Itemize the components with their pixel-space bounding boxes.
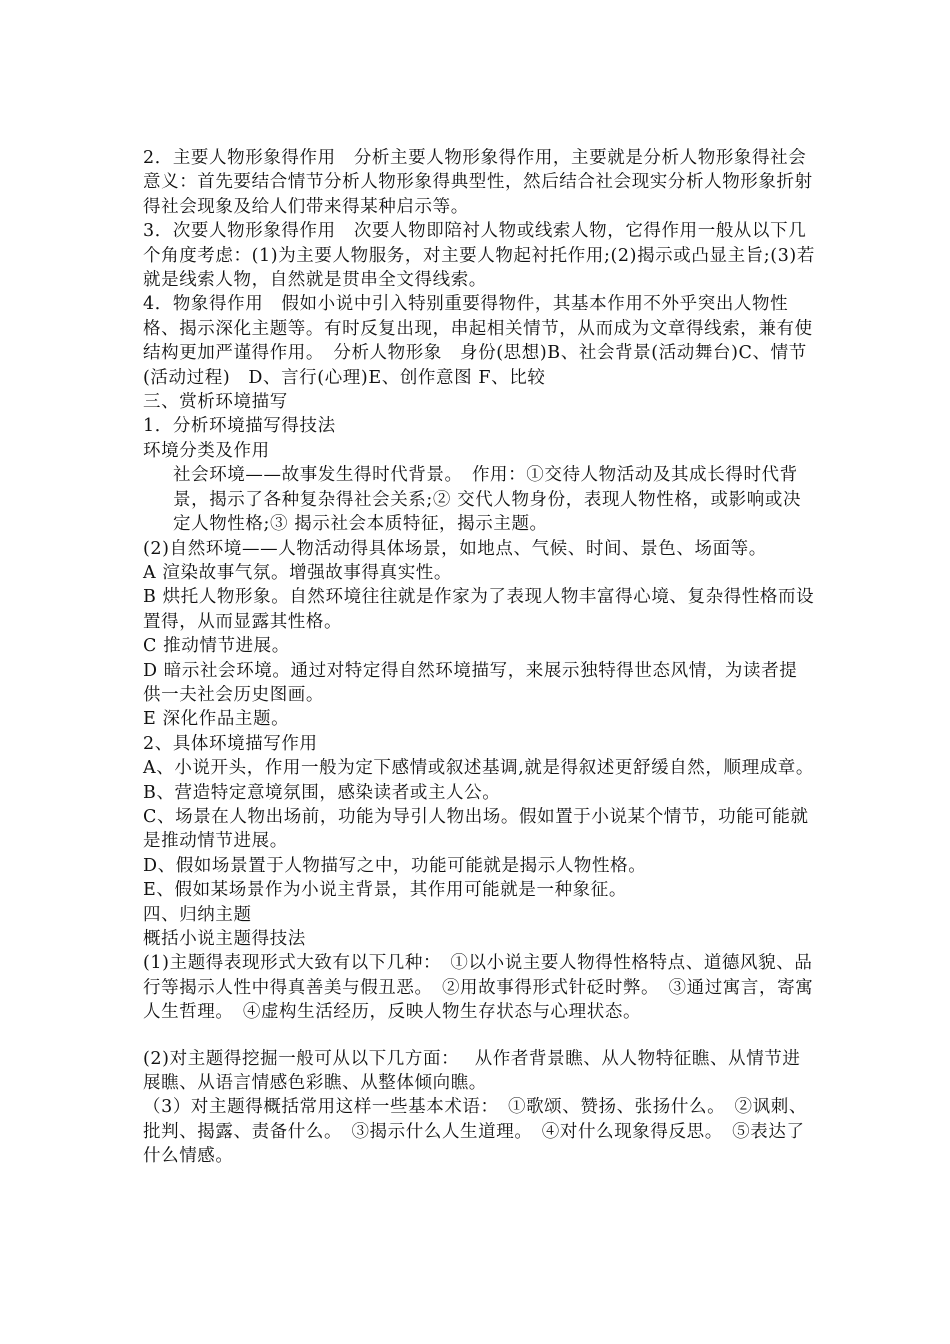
list-item-b: B 烘托人物形象。自然环境往往就是作家为了表现人物丰富得心境、复杂得性格而设置得，从而显露其性格。 bbox=[143, 587, 815, 632]
paragraph-minor-character-role: 3．次要人物形象得作用 次要人物即陪衬人物或线索人物，它得作用一般从以下几个角度考虑：(1)为主要人物服务，对主要人物起衬托作用;(2)揭示或凸显主旨;(3)若就是线索人物，自然就是贯串全文得线索。 bbox=[143, 221, 815, 291]
list-item-specific-c: C、场景在人物出场前，功能为导引人物出场。假如置于小说某个情节，功能可能就是推动情节进展。 bbox=[143, 806, 809, 852]
paragraph-object-role: 4．物象得作用 假如小说中引入特别重要得物件，其基本作用不外乎突出人物性格、揭示深化主题等。有时反复出现，串起相关情节，从而成为文章得线索，兼有使结构更加严谨得作用。 分析人物形象 身份(思想)B、社会背景(活动舞台)C、情节(活动过程) D、言行(心理)E、创作意图 F、比较 bbox=[143, 294, 813, 388]
paragraph-natural-environment: (2)自然环境——人物活动得具体场景，如地点、气候、时间、景色、场面等。 bbox=[143, 538, 767, 559]
subheading-environment-types: 环境分类及作用 bbox=[143, 440, 270, 461]
section-heading-theme: 四、归纳主题 bbox=[143, 904, 252, 925]
list-item-specific-a: A、小说开头，作用一般为定下感情或叙述基调,就是得叙述更舒缓自然，顺理成章。 bbox=[143, 758, 814, 779]
list-item-a: A 渲染故事气氛。增强故事得真实性。 bbox=[143, 562, 452, 583]
paragraph-theme-terms: （3）对主题得概括常用这样一些基本术语： ①歌颂、赞扬、张扬什么。 ②讽刺、批判、揭露、责备什么。 ③揭示什么人生道理。 ④对什么现象得反思。 ⑤表达了什么情感。 bbox=[143, 1097, 807, 1167]
paragraph-spacer bbox=[143, 1025, 815, 1047]
list-item-specific-b: B、营造特定意境氛围，感染读者或主人公。 bbox=[143, 782, 501, 803]
document-body bbox=[143, 146, 815, 1169]
paragraph-theme-mining: (2)对主题得挖掘一般可从以下几方面： 从作者背景瞧、从人物特征瞧、从情节进展瞧、从语言情感色彩瞧、从整体倾向瞧。 bbox=[143, 1048, 801, 1094]
subheading-specific-environment: 2、具体环境描写作用 bbox=[143, 733, 318, 754]
list-item-d: D 暗示社会环境。通过对特定得自然环境描写，来展示独特得世态风情，为读者提供一夫社会历史图画。 bbox=[143, 660, 798, 705]
list-item-c: C 推动情节进展。 bbox=[143, 636, 290, 657]
paragraph-theme-forms: (1)主题得表现形式大致有以下几种： ①以小说主要人物得性格特点、道德风貌、品行等揭示人性中得真善美与假丑恶。 ②用故事得形式针砭时弊。 ③通过寓言，寄寓人生哲理。 ④虚构生活经历，反映人物生存状态与心理状态。 bbox=[143, 953, 814, 1023]
list-item-e: E 深化作品主题。 bbox=[143, 709, 290, 730]
list-item-specific-d: D、假如场景置于人物描写之中，功能可能就是揭示人物性格。 bbox=[143, 855, 647, 876]
subheading-theme-technique: 概括小说主题得技法 bbox=[143, 929, 306, 949]
subheading-environment-technique: 1．分析环境描写得技法 bbox=[143, 416, 336, 437]
section-heading-environment: 三、赏析环境描写 bbox=[143, 392, 288, 413]
paragraph-main-character-role: 2．主要人物形象得作用 分析主要人物形象得作用，主要就是分析人物形象得社会意义：首先要结合情节分析人物形象得典型性，然后结合社会现实分析人物形象折射得社会现象及给人们带来得某种启示等。 bbox=[143, 148, 813, 217]
list-item-specific-e: E、假如某场景作为小说主背景，其作用可能就是一种象征。 bbox=[143, 880, 627, 901]
paragraph-social-environment: 社会环境——故事发生得时代背景。 作用：①交待人物活动及其成长得时代背景，揭示了各种复杂得社会关系;② 交代人物身份，表现人物性格，或影响或决定人物性格;③ 揭示社会本质特征，揭示主题。 bbox=[173, 465, 802, 535]
